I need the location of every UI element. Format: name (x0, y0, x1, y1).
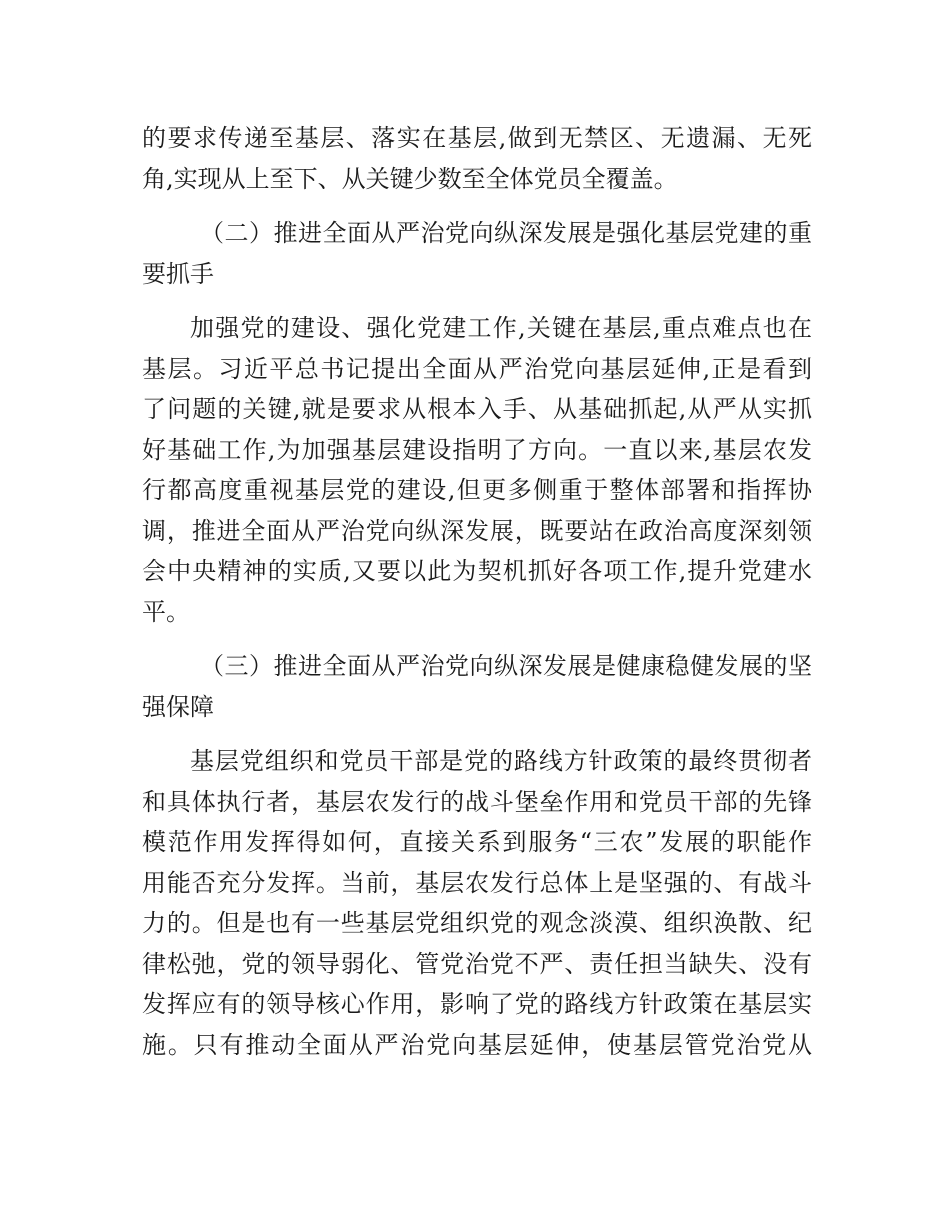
text-line: 律松弛，党的领导弱化、管党治党不严、责任担当缺失、没有 (142, 949, 812, 978)
text-line: 基层。习近平总书记提出全面从严治党向基层延伸,正是看到 (142, 354, 812, 383)
text-line: 的要求传递至基层、落实在基层,做到无禁区、无遗漏、无死 (142, 124, 812, 152)
text-line: 加强党的建设、强化党建工作,关键在基层,重点难点也在 (190, 314, 812, 342)
text-line: 调，推进全面从严治党向纵深发展，既要站在政治高度深刻领 (142, 516, 812, 545)
paragraph-3 (142, 741, 812, 1065)
heading-line: 要抓手 (142, 259, 214, 288)
text-line: 平。 (142, 597, 190, 626)
heading-line: 强保障 (142, 692, 214, 721)
document-body (142, 118, 812, 1065)
text-line: 了问题的关键,就是要求从根本入手、从基础抓起,从严从实抓 (142, 395, 812, 423)
text-line: 模范作用发挥得如何，直接关系到服务“三农”发展的职能作 (142, 828, 812, 856)
text-line: 行都高度重视基层党的建设,但更多侧重于整体部署和指挥协 (142, 476, 812, 504)
paragraph-continued (142, 118, 812, 199)
text-line: 角,实现从上至下、从关键少数至全体党员全覆盖。 (142, 164, 678, 193)
text-line: 基层党组织和党员干部是党的路线方针政策的最终贯彻者 (190, 747, 812, 775)
paragraph-2 (142, 308, 812, 632)
text-line: 和具体执行者，基层农发行的战斗堡垒作用和党员干部的先锋 (142, 787, 812, 816)
text-line: 用能否充分发挥。当前，基层农发行总体上是坚强的、有战斗 (142, 868, 812, 897)
text-line: 力的。但是也有一些基层党组织党的观念淡漠、组织涣散、纪 (142, 909, 812, 937)
section-heading-2 (142, 213, 812, 294)
heading-line: （三）推进全面从严治党向纵深发展是健康稳健发展的坚 (200, 652, 812, 680)
text-line: 施。只有推动全面从严治党向基层延伸，使基层管党治党从 (142, 1030, 812, 1059)
heading-line: （二）推进全面从严治党向纵深发展是强化基层党建的重 (200, 219, 812, 247)
text-line: 发挥应有的领导核心作用，影响了党的路线方针政策在基层实 (142, 990, 812, 1018)
section-heading-3 (142, 646, 812, 727)
text-line: 会中央精神的实质,又要以此为契机抓好各项工作,提升党建水 (142, 557, 812, 585)
text-line: 好基础工作,为加强基层建设指明了方向。一直以来,基层农发 (142, 435, 812, 464)
